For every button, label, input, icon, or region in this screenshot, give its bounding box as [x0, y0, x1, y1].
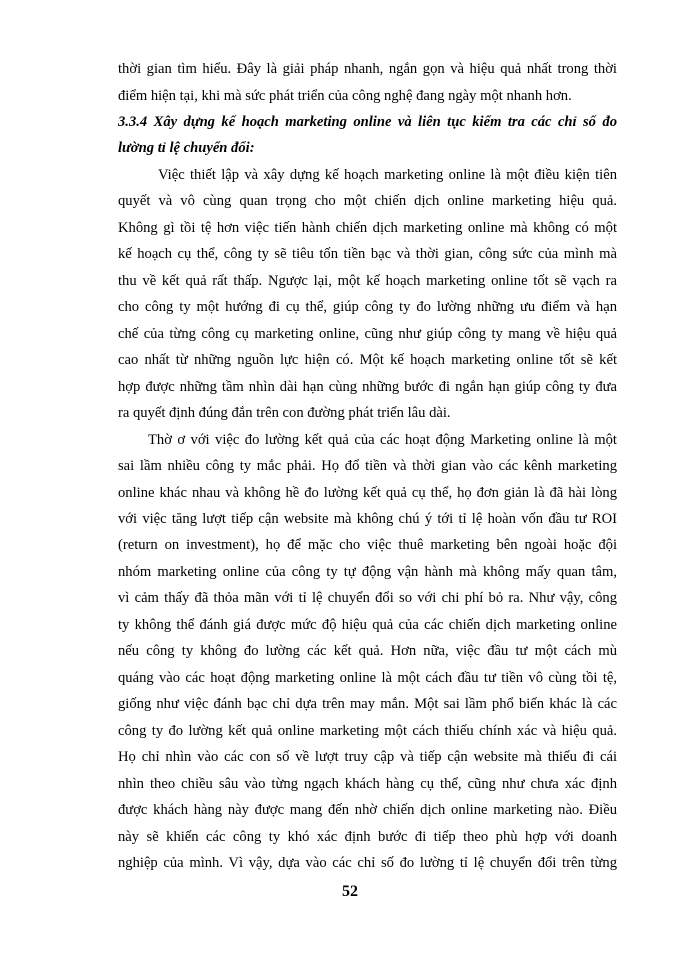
para2-line-1: Thờ ơ với việc đo lường kết quả của các hoạt động Marketing online là một	[148, 431, 617, 448]
para1-line-9: hợp được những tầm nhìn dài hạn cùng những bước đi ngắn hạn giúp công ty đưa	[118, 378, 617, 395]
page-number: 52	[342, 883, 358, 900]
para2-line-2: sai lầm nhiều công ty mắc phải. Họ đổ tiền và thời gian vào các kênh marketing	[118, 458, 617, 474]
para1-line-2: quyết và vô cùng quan trọng cho một chiến dịch online marketing hiệu quả.	[118, 193, 617, 210]
para2-line-10: quáng vào các hoạt động marketing online là một cách đầu tư tiền vô cùng tồi tệ,	[118, 669, 617, 686]
para2-line-12: công ty đo lường kết quả online marketing một cách thiếu chính xác và hiệu quả.	[118, 722, 617, 739]
para2-line-15: được khách hàng này được mang đến nhờ chiến dịch online marketing nào. Điều	[118, 802, 617, 819]
para1-line-1: Việc thiết lập và xây dựng kế hoạch marketing online là một điều kiện tiên	[158, 166, 617, 183]
para2-line-8: ty không thể đánh giá được mức độ hiệu quả của các chiến dịch marketing online	[118, 616, 617, 633]
para2-line-3: online khác nhau và không hề đo lường kết quả cụ thể, họ đơn giản là đã hài lòng	[118, 484, 617, 501]
para1-line-8: cao nhất từ những nguồn lực hiện có. Một kế hoạch marketing online tốt sẽ kết	[118, 352, 617, 369]
para2-line-4: với việc tăng lượt tiếp cận website mà không chú ý tới tỉ lệ hoàn vốn đầu tư ROI	[118, 510, 617, 527]
para1-line-6: cho công ty một hướng đi cụ thể, giúp công ty đo lường những ưu điểm và hạn	[118, 299, 617, 316]
para2-line-14: nhìn theo chiều sâu vào từng ngạch khách hàng cụ thể, cũng như chưa xác định	[118, 775, 617, 792]
section-heading-line-1: 3.3.4 Xây dựng kế hoạch marketing online và liên tục kiểm tra các chỉ số đo	[118, 113, 617, 130]
para2-line-9: nếu công ty không đo lường các kết quả. Hơn nữa, việc đầu tư một cách mù	[118, 643, 617, 660]
para2-line-13: Họ chỉ nhìn vào các con số về lượt truy cập và tiếp cận website mà thiếu đi cái	[118, 749, 617, 766]
para1-line-4: kế hoạch cụ thể, công ty sẽ tiêu tốn tiền bạc và thời gian, công sức của mình mà	[118, 246, 617, 263]
para2-line-16: này sẽ khiến các công ty khó xác định bước đi tiếp theo phù hợp với doanh	[118, 828, 617, 845]
section-heading-line-2: lường tỉ lệ chuyển đổi:	[118, 140, 255, 157]
intro-line-1: thời gian tìm hiểu. Đây là giải pháp nhanh, ngắn gọn và hiệu quả nhất trong thời	[118, 61, 617, 77]
para2-line-5: (return on investment), họ để mặc cho việc thuê marketing bên ngoài hoặc đội	[118, 537, 617, 554]
para1-line-10: ra quyết định đúng đắn trên con đường phát triển lâu dài.	[118, 405, 451, 422]
para2-line-7: vì cảm thấy đã thỏa mãn với tỉ lệ chuyển đổi so với chi phí bỏ ra. Như vậy, công	[118, 590, 617, 607]
intro-line-2: điểm hiện tại, khi mà sức phát triển của công nghệ đang ngày một nhanh hơn.	[118, 87, 572, 104]
para1-line-3: Không gì tồi tệ hơn việc tiến hành chiến dịch marketing online mà không có một	[118, 219, 617, 236]
para1-line-5: thu về kết quả rất thấp. Ngược lại, một kế hoạch marketing online tốt sẽ vạch ra	[118, 272, 617, 289]
para2-line-17: nghiệp của mình. Vì vậy, dựa vào các chỉ số đo lường tỉ lệ chuyển đổi trên từng	[118, 855, 617, 871]
para2-line-11: giống như việc đánh bạc chỉ dựa trên may mắn. Một sai lầm phổ biến khác là các	[118, 696, 617, 713]
para2-line-6: nhóm marketing online của công ty tự động vận hành mà không mấy quan tâm,	[118, 563, 617, 580]
para1-line-7: chế của từng công cụ marketing online, cũng như giúp công ty mang về hiệu quả	[118, 325, 617, 342]
